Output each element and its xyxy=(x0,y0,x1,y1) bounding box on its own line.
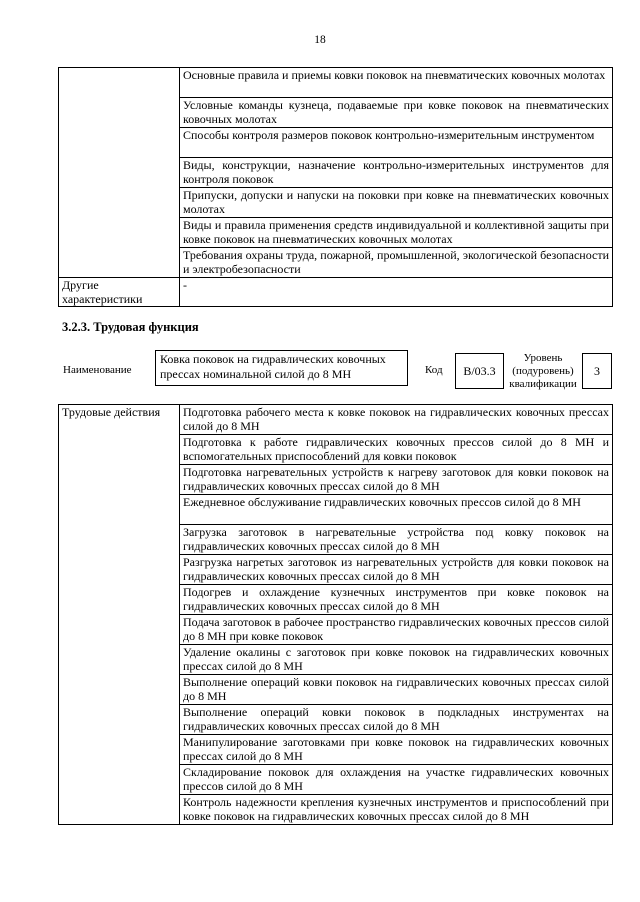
table-cell: Удаление окалины с заготовок при ковке поковок на гидравлических ковочных прессах силой до 8 МН xyxy=(180,645,613,675)
table-cell: Способы контроля размеров поковок контрольно-измерительным инструментом xyxy=(180,128,613,158)
section-heading: 3.2.3. Трудовая функция xyxy=(62,320,199,334)
table-cell: Выполнение операций ковки поковок на гидравлических ковочных прессах силой до 8 МН xyxy=(180,675,613,705)
table-row xyxy=(59,405,613,435)
table-cell: Манипулирование заготовками при ковке поковок на гидравлических ковочных прессах силой до 8 МН xyxy=(180,735,613,765)
table-label-cell xyxy=(59,68,180,278)
table-cell: Основные правила и приемы ковки поковок на пневматических ковочных молотах xyxy=(180,68,613,98)
table-cell: Контроль надежности крепления кузнечных инструментов и приспособлений при ковке поковок на гидравлических ковочных прессах силой до 8 МН xyxy=(180,795,613,825)
table-cell: Выполнение операций ковки поковок в подкладных инструментах на гидравлических ковочных прессах силой до 8 МН xyxy=(180,705,613,735)
table-cell: Подача заготовок в рабочее пространство гидравлических ковочных прессов силой до 8 МН при ковке поковок xyxy=(180,615,613,645)
knowledge-table xyxy=(58,67,613,307)
table-cell: Условные команды кузнеца, подаваемые при ковке поковок на пневматических ковочных молотах xyxy=(180,98,613,128)
level-label: Уровень (подуровень) квалификации xyxy=(509,352,577,390)
function-code-box: В/03.3 xyxy=(455,353,504,389)
table-cell: Подготовка к работе гидравлических ковочных прессов силой до 8 МН и вспомогательных приспособлений для ковки поковок xyxy=(180,435,613,465)
table-cell: Подготовка рабочего места к ковке поковок на гидравлических ковочных прессах силой до 8 МН xyxy=(180,405,613,435)
table-cell: Загрузка заготовок в нагревательные устройства под ковку поковок на гидравлических ковочных прессах силой до 8 МН xyxy=(180,525,613,555)
table-row xyxy=(59,68,613,98)
table-cell: Виды и правила применения средств индивидуальной и коллективной защиты при ковке поковок на пневматических ковочных молотах xyxy=(180,218,613,248)
function-name-box: Ковка поковок на гидравлических ковочных прессах номинальной силой до 8 МН xyxy=(155,350,408,386)
labor-actions-label: Трудовые действия xyxy=(59,405,180,825)
table-cell: Припуски, допуски и напуски на поковки при ковке на пневматических ковочных молотах xyxy=(180,188,613,218)
table-cell: Ежедневное обслуживание гидравлических ковочных прессов силой до 8 МН xyxy=(180,495,613,525)
other-characteristics-value: - xyxy=(180,278,613,307)
table-cell: Подогрев и охлаждение кузнечных инструментов при ковке поковок на гидравлических ковочных прессах силой до 8 МН xyxy=(180,585,613,615)
table-cell: Виды, конструкции, назначение контрольно-измерительных инструментов для контроля поковок xyxy=(180,158,613,188)
page-number: 18 xyxy=(314,34,326,46)
code-label: Код xyxy=(425,364,443,376)
function-level-box: 3 xyxy=(582,353,612,389)
table-cell: Подготовка нагревательных устройств к нагреву заготовок для ковки поковок на гидравлических ковочных прессах силой до 8 МН xyxy=(180,465,613,495)
table-row xyxy=(59,278,613,307)
table-cell: Складирование поковок для охлаждения на участке гидравлических ковочных прессов силой до 8 МН xyxy=(180,765,613,795)
name-label: Наименование xyxy=(63,364,132,376)
labor-actions-table xyxy=(58,404,613,825)
table-cell: Разгрузка нагретых заготовок из нагревательных устройств для ковки поковок на гидравлических ковочных прессах силой до 8 МН xyxy=(180,555,613,585)
table-cell: Требования охраны труда, пожарной, промышленной, экологической безопасности и электробезопасности xyxy=(180,248,613,278)
other-characteristics-label: Другие характеристики xyxy=(59,278,180,307)
